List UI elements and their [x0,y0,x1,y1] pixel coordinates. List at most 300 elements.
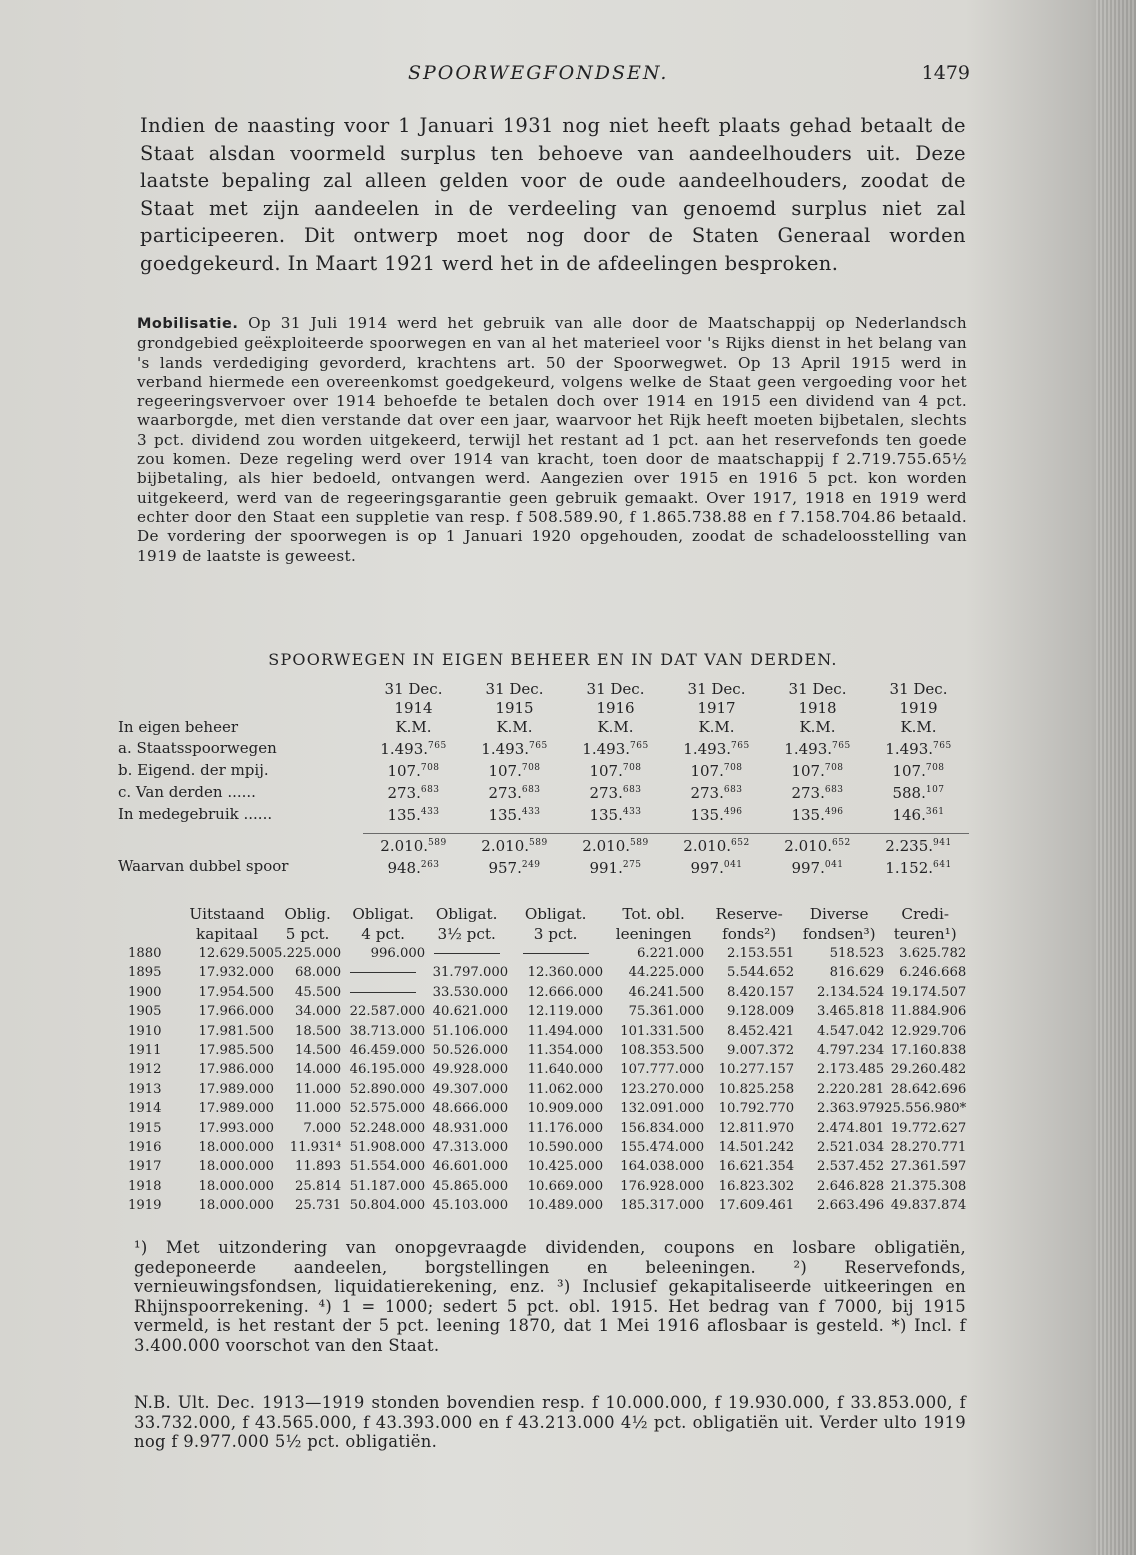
table-row [128,944,966,963]
cell-value: 108.353.500 [620,1043,705,1059]
cell-value: 164.038.000 [620,1159,705,1175]
decimal-superscript: 941 [933,837,952,848]
cell-value: 16.823.302 [718,1178,795,1194]
cell-value: 518.523 [829,946,885,961]
cell-value: 1.493.$^{765}$ [380,740,447,758]
cell-value: 17.966.000 [198,1004,274,1020]
cell-value: 1.493.$^{765}$ [784,740,851,758]
cell-value: 6.246.668 [899,965,967,981]
total-value: 2.010.$^{589}$ [565,833,666,856]
cell-value: 17.993.000 [198,1120,274,1136]
table-row [118,781,969,803]
decimal-superscript: 249 [521,859,541,870]
cell-value: 48.666.000 [432,1101,509,1117]
cell-value: 49.307.000 [432,1081,509,1097]
spacer [118,825,363,833]
decimal-superscript: 683 [622,785,642,795]
decimal-superscript: 708 [723,763,743,773]
decimal-superscript: 765 [630,741,649,751]
cell-value: 997.$^{041}$ [690,858,743,877]
cell-value: 5.544.652 [727,965,795,981]
decimal-superscript: 589 [529,837,548,848]
cell-value: 17.954.500 [198,984,274,1000]
decimal-superscript: 433 [622,807,642,817]
header-unit: K.M. [395,718,432,736]
row-year: 1918 [128,1178,162,1194]
row-year: 1917 [128,1159,162,1175]
table-row [128,1196,966,1215]
cell-value: 4.547.042 [817,1023,885,1039]
cell-value: 16.621.354 [718,1159,795,1175]
cell-value: 25.731 [294,1198,342,1214]
header-row-units [118,718,969,737]
cell-value: 45.500 [294,984,342,1000]
cell-value: 51.187.000 [349,1178,426,1194]
cell-value: 17.609.461 [718,1198,795,1214]
footnotes: ¹) Met uitzondering van onopgevraagde dividenden, coupons en losbare obligatiën, gedeponeerde aandeelen, borgstellingen en beleeningen. ²) Reservefonds, vernieuwingsfondsen, liquidatierekening, enz. ³) Inclusief gekapitaliseerde uitkeeringen en Rhijnspoorrekening. ⁴) 1 = 1000; sedert 5 pct. obl. 1915. Het bedrag van f 7000, bij 1915 vermeld, is het restant der 5 pct. leening 1870, dat 1 Mei 1916 aflosbaar is gesteld. *) Incl. f 3.400.000 voorschot van den Staat. [134,1238,966,1355]
table-row [118,737,969,759]
header-date: 31 Dec. [889,680,948,698]
cell-value: 3.465.818 [817,1004,885,1020]
cell-value: 957.$^{249}$ [488,858,541,877]
decimal-superscript: 263 [420,859,440,870]
header-date: 31 Dec. [687,680,746,698]
cell-value: 25.556.980* [884,1101,967,1117]
column-header: Obligat. [524,905,587,923]
cell-value: 18.000.000 [198,1178,274,1194]
mobilisatie-heading: Mobilisatie. [137,316,239,332]
row-year: 1919 [128,1198,162,1214]
column-header: Credi- [901,905,949,923]
column-header: Uitstaand [189,905,265,923]
table-row [128,1138,966,1157]
header-year: 1914 [394,699,433,717]
cell-value: 10.590.000 [527,1140,604,1156]
header-empty [118,680,363,699]
row-label: c. Van derden ...... [118,782,256,801]
column-header: kapitaal [196,925,258,943]
cell-value: 2.474.801 [817,1120,885,1136]
header-date: 31 Dec. [384,680,443,698]
cell-value: 28.642.696 [890,1081,967,1097]
decimal-superscript: 708 [521,763,541,773]
cell-value: 52.248.000 [349,1120,426,1136]
row-label: Waarvan dubbel spoor [118,857,289,875]
total-value: 2.010.$^{589}$ [464,833,565,856]
cell-value: 11.000 [294,1101,342,1117]
cell-value: 18.000.000 [198,1159,274,1175]
cell-value: 135.$^{496}$ [791,806,844,824]
cell-value [425,944,508,963]
decimal-superscript: 683 [723,785,743,795]
cell-value: 21.375.308 [890,1178,967,1194]
cell-value [341,983,425,1002]
table-row [128,1022,966,1041]
cell-value: 10.277.157 [718,1062,795,1078]
cell-value: 273.$^{683}$ [488,784,541,802]
cell-value: 273.$^{683}$ [387,784,440,802]
column-header: leeningen [615,925,692,943]
decimal-superscript: 496 [824,807,844,817]
header-unit: K.M. [496,718,533,736]
column-header [128,924,180,944]
column-header: Obligat. [352,905,414,923]
decimal-superscript: 765 [731,741,750,751]
cell-value: 22.587.000 [349,1004,426,1020]
cell-value: 107.777.000 [620,1062,705,1078]
row-year: 1880 [128,946,162,961]
header-row-years [118,699,969,718]
cell-value: 11.640.000 [527,1062,604,1078]
cell-value: 47.313.000 [432,1140,509,1156]
decimal-superscript: 589 [428,837,447,848]
decimal-superscript: 433 [521,807,541,817]
railway-length-table [118,680,969,878]
decimal-superscript: 683 [521,785,541,795]
cell-value: 135.$^{433}$ [387,806,440,824]
cell-value: 185.317.000 [620,1198,705,1214]
header-year: 1917 [697,699,736,717]
decimal-superscript: 765 [428,741,447,751]
cell-value: 11.494.000 [527,1023,604,1039]
cell-value: 28.270.771 [890,1140,967,1156]
column-header: Tot. obl. [622,905,685,923]
decimal-superscript: 708 [622,763,642,773]
row-year: 1916 [128,1140,162,1156]
column-header: Reserve- [715,905,783,923]
cell-value: 17.986.000 [198,1062,274,1078]
cell-value: 107.$^{708}$ [892,762,945,780]
decimal-superscript: 708 [925,763,945,773]
cell-value: 12.929.706 [890,1023,967,1039]
cell-value: 11.893 [294,1159,342,1175]
cell-value: 273.$^{683}$ [690,784,743,802]
cell-value: 10.792.770 [718,1101,795,1117]
cell-value: 176.928.000 [620,1178,705,1194]
cell-value: 11.062.000 [527,1081,604,1097]
cell-value: 2.537.452 [817,1159,885,1175]
cell-value: 2.220.281 [817,1081,885,1097]
row-year: 1915 [128,1120,162,1136]
cell-value: 2.521.034 [817,1140,885,1156]
cell-value: 101.331.500 [620,1023,705,1039]
cell-value: 9.007.372 [727,1043,795,1059]
cell-value: 1.493.$^{765}$ [683,740,750,758]
column-header: 3 pct. [533,925,578,943]
cell-value: 4.797.234 [817,1043,885,1059]
table-row [128,1119,966,1138]
table1-title: SPOORWEGEN IN EIGEN BEHEER EN IN DAT VAN DERDEN. [268,650,838,669]
cell-value: 10.909.000 [527,1101,604,1117]
empty-dash [350,992,416,993]
table-row [128,1060,966,1079]
cell-value: 9.128.009 [727,1004,795,1020]
decimal-superscript: 275 [622,859,642,870]
cell-value: 8.452.421 [727,1023,795,1039]
cell-value: 2.173.485 [817,1062,885,1078]
spacer-row [118,825,969,833]
decimal-superscript: 107 [925,785,945,795]
row-year: 1914 [128,1101,162,1117]
cell-value: 107.$^{708}$ [791,762,844,780]
cell-value: 14.000 [294,1062,342,1078]
cell-value: 107.$^{708}$ [387,762,440,780]
cell-value: 14.500 [294,1043,342,1059]
header-unit: K.M. [698,718,735,736]
decimal-superscript: 765 [933,741,952,751]
decimal-superscript: 496 [723,807,743,817]
cell-value: 948.$^{263}$ [387,858,440,877]
row-year: 1905 [128,1004,162,1020]
row-label: In medegebruik ...... [118,804,273,823]
table-row [128,983,966,1002]
cell-value [508,944,603,963]
running-head [130,62,970,88]
cell-value: 18.500 [294,1023,342,1039]
cell-value: 49.928.000 [432,1062,509,1078]
row-year: 1900 [128,984,162,1000]
cell-value: 75.361.000 [628,1004,705,1020]
total-row [118,833,969,856]
cell-value: 33.530.000 [432,984,509,1000]
decimal-superscript: 361 [925,807,945,817]
total-value: 2.010.$^{652}$ [767,833,868,856]
cell-value: 17.985.500 [198,1043,274,1059]
decimal-superscript: 652 [731,837,750,848]
cell-value: 45.103.000 [432,1198,509,1214]
cell-value: 27.361.597 [890,1159,967,1175]
decimal-superscript: 708 [824,763,844,773]
decimal-superscript: 652 [832,837,851,848]
table-row [128,1080,966,1099]
column-header: 4 pct. [361,925,405,943]
cell-value: 17.989.000 [198,1081,274,1097]
page-number: 1479 [921,62,970,84]
column-header: teuren¹) [893,925,957,943]
cell-value: 10.425.000 [527,1159,604,1175]
header-unit: K.M. [799,718,836,736]
table-row [128,1177,966,1196]
cell-value: 12.119.000 [527,1004,604,1020]
cell-value: 273.$^{683}$ [791,784,844,802]
cell-value: 25.814 [294,1178,342,1194]
row-year: 1911 [128,1043,162,1059]
row-label: b. Eigend. der mpij. [118,760,269,779]
header-date: 31 Dec. [485,680,544,698]
header-row-dates [118,680,969,699]
header-date: 31 Dec. [788,680,847,698]
cell-value: 996.000 [370,946,426,961]
cell-value: 107.$^{708}$ [488,762,541,780]
cell-value: 11.931⁴ [289,1140,342,1156]
cell-value: 6.221.000 [637,946,705,961]
nb-note: N.B. Ult. Dec. 1913—1919 stonden bovendien resp. f 10.000.000, f 19.930.000, f 33.853.000, f 33.732.000, f 43.565.000, f 43.393.000 en f 43.213.000 4½ pct. obligatiën uit. Verder ulto 1919 nog f 9.977.000 5½ pct. obligatiën. [134,1393,966,1452]
cell-value: 51.908.000 [349,1140,426,1156]
cell-value: 10.489.000 [527,1198,604,1214]
empty-dash [434,953,500,954]
cell-value: 1.493.$^{765}$ [885,740,952,758]
cell-value: 40.621.000 [432,1004,509,1020]
cell-value: 11.884.906 [890,1004,967,1020]
column-header: fondsen³) [802,925,876,943]
column-header [128,904,180,924]
row-year: 1895 [128,965,162,981]
cell-value: 273.$^{683}$ [589,784,642,802]
cell-value: 11.354.000 [527,1043,604,1059]
cell-value: 107.$^{708}$ [589,762,642,780]
decimal-superscript: 041 [824,859,844,870]
cell-value: 7.000 [303,1120,342,1136]
cell-value: 2.663.496 [817,1198,885,1214]
total-value: 2.235.$^{941}$ [868,833,969,856]
header-unit: K.M. [597,718,634,736]
header-year: 1918 [798,699,837,717]
table-row [128,1099,966,1118]
finance-table [128,904,966,1216]
cell-value: 17.981.500 [198,1023,274,1039]
cell-value: 1.152.$^{641}$ [885,858,952,877]
cell-value: 49.837.874 [890,1198,967,1214]
table-heading: In eigen beheer [118,718,238,736]
cell-value: 48.931.000 [432,1120,509,1136]
cell-value: 17.932.000 [198,965,274,981]
total-label [118,833,363,856]
cell-value: 123.270.000 [620,1081,705,1097]
cell-value: 50.526.000 [432,1043,509,1059]
header-year: 1916 [596,699,635,717]
cell-value: 1.493.$^{765}$ [582,740,649,758]
cell-value: 12.666.000 [527,984,604,1000]
cell-value: 10.669.000 [527,1178,604,1194]
cell-value: 1.493.$^{765}$ [481,740,548,758]
cell-value: 17.160.838 [890,1043,967,1059]
header-year: 1915 [495,699,534,717]
cell-value: 45.865.000 [432,1178,509,1194]
cell-value: 31.797.000 [432,965,509,981]
row-label: a. Staatsspoorwegen [118,738,277,757]
cell-value: 2.363.979 [817,1101,885,1117]
cell-value: 155.474.000 [620,1140,705,1156]
cell-value: 46.195.000 [349,1062,426,1078]
row-year: 1913 [128,1081,162,1097]
decimal-superscript: 433 [420,807,440,817]
decimal-superscript: 765 [529,741,548,751]
cell-value: 38.713.000 [349,1023,426,1039]
cell-value: 18.000.000 [198,1198,274,1214]
page-edge [1096,0,1136,1555]
cell-value: 107.$^{708}$ [690,762,743,780]
cell-value: 12.360.000 [527,965,604,981]
cell-value: 2.134.524 [817,984,885,1000]
mobilisatie-text: Op 31 Juli 1914 werd het gebruik van alle door de Maatschappij op Nederlandsch grondgebied geëxploiteerde spoorwegen en van al het materieel voor 's Rijks dienst in het belang van 's lands verdediging gevorderd, krachtens art. 50 der Spoorwegwet. Op 13 April 1915 werd in verband hiermede een overeenkomst goedgekeurd, volgens welke de Staat geen vergoeding voor het regeeringsvervoer over 1914 behoefde te betalen doch over 1914 en 1915 een dividend van 4 pct. waarborgde, met dien verstande dat over een jaar, waarvoor het Rijk heeft moeten bijbetalen, slechts 3 pct. dividend zou worden uitgekeerd, terwijl het restant ad 1 pct. aan het reservefonds ten goede zou komen. Deze regeling werd over 1914 van kracht, toen door de maatschappij f 2.719.755.65½ bijbetaling, als hier bedoeld, ontvangen werd. Aangezien over 1915 en 1916 5 pct. kon worden uitgekeerd, werd van de regeeringsgarantie geen gebruik gemaakt. Over 1917, 1918 en 1919 werd echter door den Staat een suppletie van resp. f 508.589.90, f 1.865.738.88 en f 7.158.704.86 betaald. De vordering der spoorwegen is op 1 Januari 1920 opgehouden, zoodat de schadeloosstelling van 1919 de laatste is geweest. [137,314,967,565]
decimal-superscript: 589 [630,837,649,848]
empty-dash [350,972,416,973]
double-track-row [118,856,969,878]
row-year: 1912 [128,1062,162,1078]
column-header: Obligat. [435,905,498,923]
cell-value: 8.420.157 [727,984,795,1000]
cell-value: 52.890.000 [349,1081,426,1097]
column-header: Diverse [809,905,869,923]
header-row [128,924,966,944]
cell-value: 50.804.000 [349,1198,426,1214]
cell-value: 816.629 [829,965,885,981]
header-empty [118,699,363,718]
cell-value: 68.000 [294,965,342,981]
cell-value: 991.$^{275}$ [589,858,642,877]
table-row [118,759,969,781]
table-row [128,1002,966,1021]
column-header: 3½ pct. [437,925,496,943]
cell-value: 14.501.242 [718,1140,795,1156]
header-date: 31 Dec. [586,680,645,698]
table-row [118,803,969,825]
cell-value: 29.260.482 [890,1062,967,1078]
cell-value: 18.000.000 [198,1140,274,1156]
decimal-superscript: 765 [832,741,851,751]
cell-value: 51.106.000 [432,1023,509,1039]
cell-value: 11.000 [294,1081,342,1097]
cell-value: 11.176.000 [527,1120,604,1136]
cell-value: 135.$^{433}$ [488,806,541,824]
table-row [128,1157,966,1176]
cell-value: 2.153.551 [727,946,795,961]
cell-value [341,963,425,982]
cell-value: 132.091.000 [620,1101,705,1117]
cell-value: 46.459.000 [349,1043,426,1059]
column-header: fonds²) [722,925,777,943]
cell-value: 146.$^{361}$ [892,806,945,824]
decimal-superscript: 708 [420,763,440,773]
row-year: 1910 [128,1023,162,1039]
table-row [128,963,966,982]
total-value: 2.010.$^{589}$ [363,833,464,856]
cell-value: 12.629.500 [198,946,274,961]
column-header: 5 pct. [285,925,330,943]
cell-value: 156.834.000 [620,1120,705,1136]
table-row [128,1041,966,1060]
cell-value: 10.825.258 [718,1081,795,1097]
cell-value: 2.646.828 [817,1178,885,1194]
intro-paragraph: Indien de naasting voor 1 Januari 1931 nog niet heeft plaats gehad betaalt de Staat alsdan voormeld surplus ten behoeve van aandeelhouders uit. Deze laatste bepaling zal alleen gelden voor de oude aandeelhouders, zoodat de Staat met zijn aandeelen in de verdeeling van genoemd surplus niet zal participeeren. Dit ontwerp moet nog door de Staten Generaal worden goedgekeurd. In Maart 1921 werd het in de afdeelingen besproken. [140,114,966,275]
total-value: 2.010.$^{652}$ [666,833,767,856]
cell-value: 17.989.000 [198,1101,274,1117]
cell-value: 46.601.000 [432,1159,509,1175]
cell-value: 44.225.000 [628,965,705,981]
decimal-superscript: 641 [933,859,952,870]
header-unit: K.M. [900,718,937,736]
decimal-superscript: 041 [723,859,743,870]
cell-value: 19.772.627 [890,1120,967,1136]
cell-value: 5.225.000 [274,946,342,961]
cell-value: 52.575.000 [349,1101,426,1117]
header-year: 1919 [899,699,938,717]
cell-value: 51.554.000 [349,1159,426,1175]
running-title: SPOORWEGFONDSEN. [408,62,669,84]
mobilisatie-paragraph [137,314,967,566]
decimal-superscript: 683 [420,785,440,795]
column-header: Oblig. [284,905,331,923]
cell-value: 997.$^{041}$ [791,858,844,877]
cell-value: 12.811.970 [718,1120,795,1136]
cell-value: 588.$^{107}$ [892,784,945,802]
cell-value: 19.174.507 [890,984,967,1000]
decimal-superscript: 683 [824,785,844,795]
cell-value: 34.000 [294,1004,342,1020]
empty-dash [523,953,589,954]
header-row [128,904,966,924]
cell-value: 3.625.782 [899,946,967,961]
